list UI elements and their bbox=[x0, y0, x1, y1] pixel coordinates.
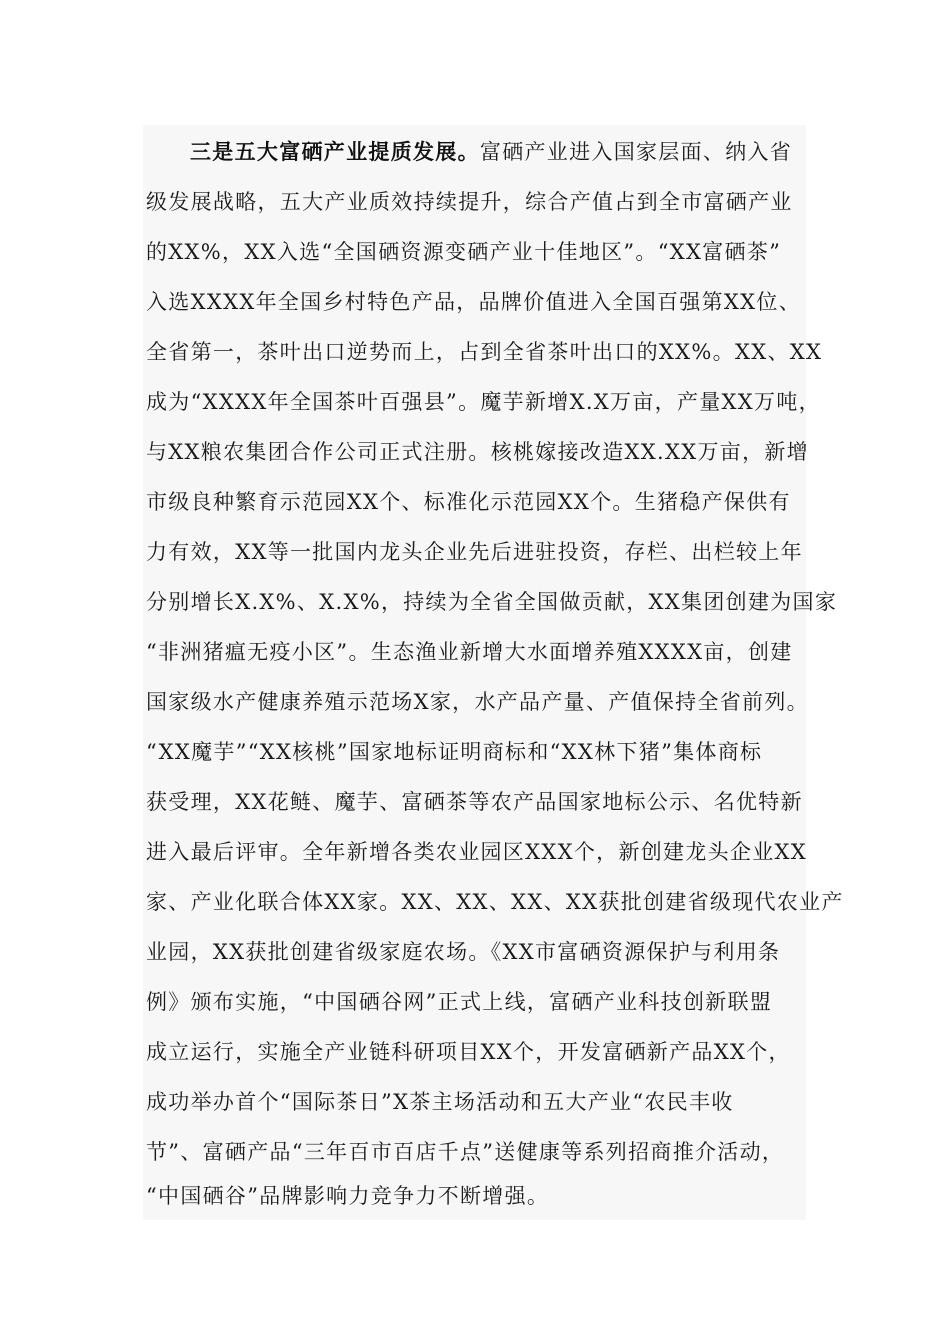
paragraph-line-9: 力有效，XX等一批国内龙头企业先后进驻投资，存栏、出栏较上年 bbox=[146, 540, 803, 564]
paragraph-line-20: 成功举办首个“国际茶日”X茶主场活动和五大产业“农民丰收 bbox=[146, 1090, 734, 1114]
paragraph-line-19: 成立运行，实施全产业链科研项目XX个，开发富硒新产品XX个， bbox=[146, 1040, 791, 1064]
paragraph-line-16: 家、产业化联合体XX家。XX、XX、XX、XX获批创建省级现代农业产 bbox=[146, 890, 844, 914]
paragraph-line-8: 市级良种繁育示范园XX个、标准化示范园XX个。生猪稳产保供有 bbox=[146, 490, 791, 514]
paragraph-line-2: 级发展战略，五大产业质效持续提升，综合产值占到全市富硒产业 bbox=[146, 190, 793, 214]
paragraph-line-17: 业园，XX获批创建省级家庭农场。《XX市富硒资源保护与利用条 bbox=[146, 940, 781, 964]
paragraph-line-3: 的XX%，XX入选“全国硒资源变硒产业十佳地区”。“XX富硒茶” bbox=[146, 240, 782, 264]
document-paragraph bbox=[143, 125, 844, 1220]
paragraph-line-21: 节”、富硒产品“三年百市百店千点”送健康等系列招商推介活动， bbox=[146, 1140, 785, 1164]
line-text: 富硒产业进入国家层面、纳入省 bbox=[479, 140, 793, 164]
paragraph-line-7: 与XX粮农集团合作公司正式注册。核桃嫁接改造XX.XX万亩，新增 bbox=[146, 440, 809, 464]
paragraph-line-13: “XX魔芋”“XX核桃”国家地标证明商标和“XX林下猪”集体商标 bbox=[146, 740, 763, 764]
paragraph-line-12: 国家级水产健康养殖示范场X家，水产品产量、产值保持全省前列。 bbox=[146, 690, 809, 714]
paragraph-line-22: “中国硒谷”品牌影响力竞争力不断增强。 bbox=[146, 1184, 550, 1208]
paragraph-line-14: 获受理，XX花鲢、魔芋、富硒茶等农产品国家地标公示、名优特新 bbox=[146, 790, 803, 814]
paragraph-line-15: 进入最后评审。全年新增各类农业园区XXX个，新创建龙头企业XX bbox=[146, 840, 808, 864]
paragraph-line-6: 成为“XXXX年全国茶叶百强县”。魔芋新增X.X万亩，产量XX万吨， bbox=[146, 390, 821, 414]
paragraph-line-11: “非洲猪瘟无疫小区”。生态渔业新增大水面增养殖XXXX亩，创建 bbox=[146, 640, 793, 664]
paragraph-line-18: 例》颁布实施，“中国硒谷网”正式上线，富硒产业科技创新联盟 bbox=[146, 990, 773, 1014]
paragraph-heading: 三是五大富硒产业提质发展。 bbox=[190, 139, 480, 164]
paragraph-line-1 bbox=[146, 127, 792, 177]
paragraph-line-4: 入选XXXX年全国乡村特色产品，品牌价值进入全国百强第XX位、 bbox=[146, 290, 801, 314]
paragraph-line-10: 分别增长X.X%、X.X%，持续为全省全国做贡献，XX集团创建为国家 bbox=[146, 590, 838, 614]
paragraph-line-5: 全省第一，茶叶出口逆势而上，占到全省茶叶出口的XX%。XX、XX bbox=[146, 340, 823, 364]
